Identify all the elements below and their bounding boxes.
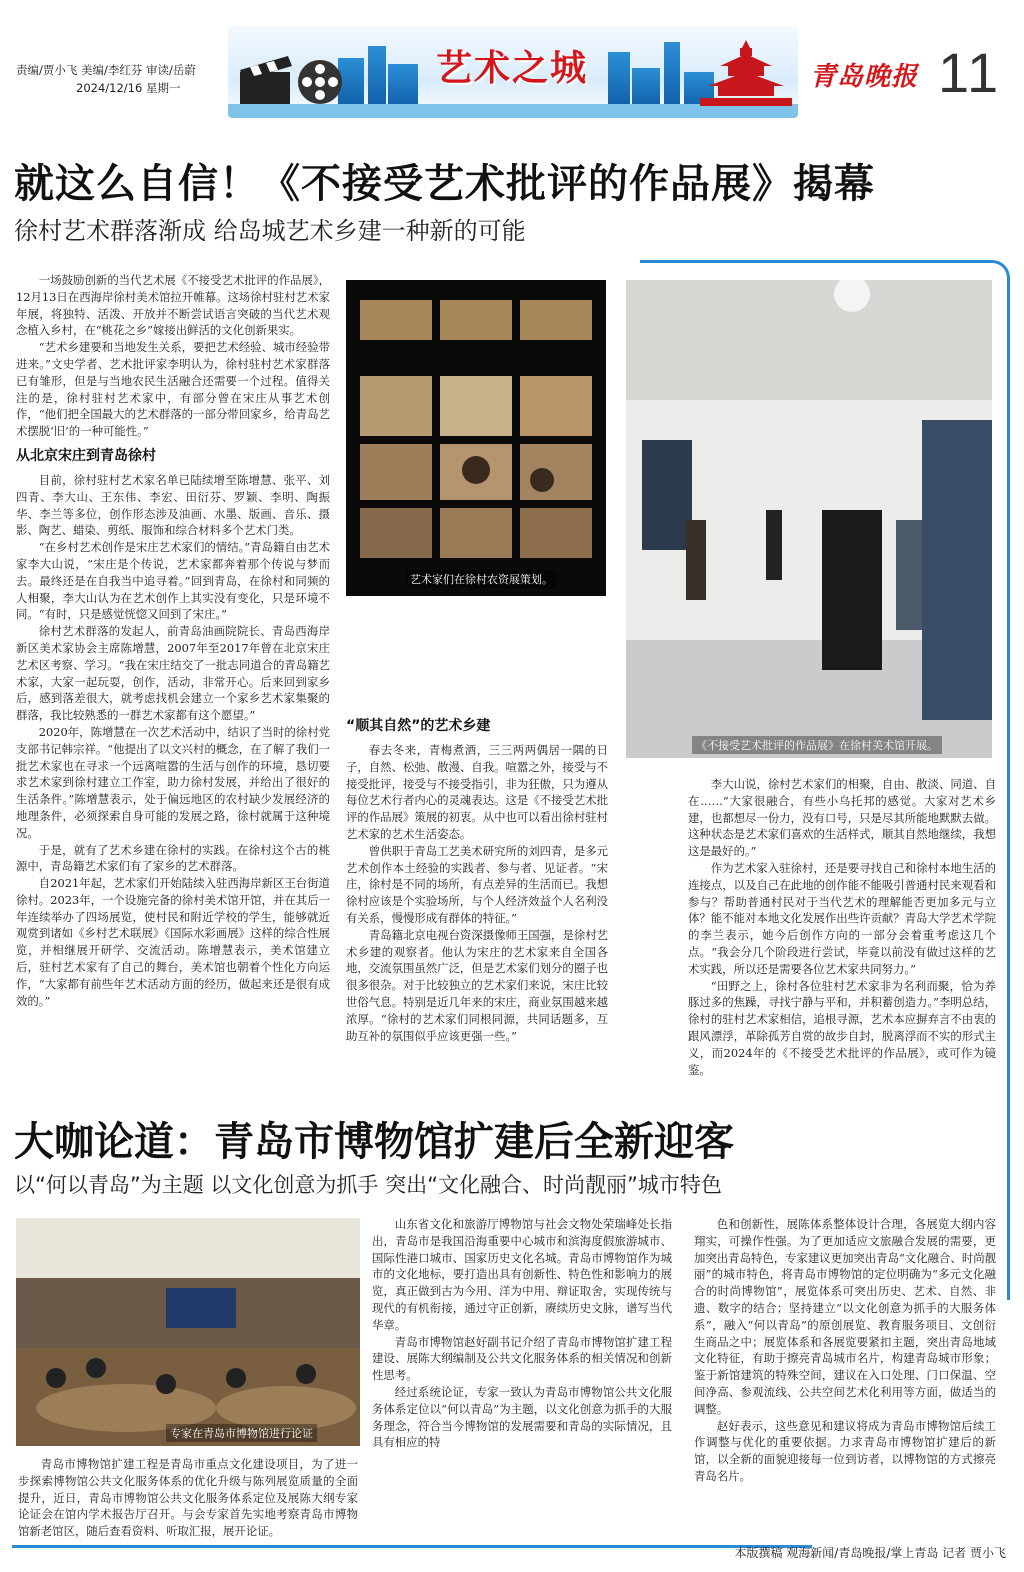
article2-column-3 (694, 1216, 996, 1542)
paragraph: 青岛市博物馆扩建工程是青岛市重点文化建设项目，为了进一步探索博物馆公共文化服务体系的优化升级与陈列展览质量的全面提升，近日，青岛市博物馆公共文化服务体系定位及展陈大纲专家论证会在馆内学术报告厅召开。与会专家首先实地考察青岛市博物馆新老馆区，随后查看资料、听取汇报，展开论证。 (18, 1457, 358, 1539)
article2-headline: 大咖论道：青岛市博物馆扩建后全新迎客 (14, 1119, 734, 1165)
article2-subheadline: 以“何以青岛”为主题 以文化创意为抓手 突出“文化融合、时尚靓丽”城市特色 (14, 1173, 722, 1197)
paragraph: 青岛籍北京电视台资深摄像师王国强，是徐村艺术乡建的观察者。他认为宋庄的艺术家来自全国各地，交流氛围虽然广泛，但是艺术家们划分的圈子也很多很杂。对于比较独立的艺术家们来说，宋庄比较世俗气息。特别是近几年来的宋庄，商业氛围越来越浓厚。“徐村的艺术家们同根同源，共同话题多，互助互补的氛围似乎应该更强一些。” (346, 927, 608, 1043)
bottom-rule (12, 1545, 812, 1548)
photo-caption: 专家在青岛市博物馆进行论证 (166, 1424, 317, 1442)
paragraph: 2020年，陈增慧在一次艺术活动中，结识了当时的徐村党支部书记韩宗祥。“他提出了以文兴村的概念，在了解了我们一批艺术家也在寻求一个远离喧嚣的生活与创作的环境，恳切要求艺术家到徐村建立工作室，助力徐村发展，并给出了很好的生活条件。”陈增慧表示，处于偏远地区的农村缺少发展经济的地理条件，必须探索自身可能的发展之路，徐村就属于这种境况。 (16, 724, 330, 840)
issue-date: 2024/12/16 星期一 (76, 81, 181, 95)
newspaper-brand: 青岛晚报 (810, 62, 919, 92)
photo-window-night (346, 280, 606, 596)
paragraph: 自2021年起，艺术家们开始陆续入驻西海岸新区王台街道徐村。2023年，一个设施完备的徐村美术馆开馆，并在其后一年连续举办了四场展览，使村民和附近学校的学生，能够就近观赏到诸如《乡村艺术联展》《国际水彩画展》这样的综合性展览，并相继展开研学、交流活动。陈增慧表示，美术馆建立后，驻村艺术家有了自己的舞台，美术馆也朝着个性化方向运作，“大家都有前些年艺术活动方面的经历，做起来还是很有成效的。” (16, 876, 330, 1008)
article2-column-1 (18, 1456, 358, 1540)
photo-caption: 艺术家们在徐村农资展策划。 (406, 570, 557, 588)
paragraph: 山东省文化和旅游厅博物馆与社会文物处荣瑞峰处长指出，青岛市是我国沿海重要中心城市和滨海度假旅游城市、国际性港口城市、国家历史文化名城。青岛市博物馆作为城市的文化地标，要打造出具有创新性、特色性和影响力的展览，真正做到古为今用、洋为中用、辩证取舍，实现传统与现代的有机衔接，通过守正创新，赓续历史文脉，谱写当代华章。 (372, 1217, 672, 1332)
paragraph: 青岛市博物馆赵好副书记介绍了青岛市博物馆扩建工程建设、展陈大纲编制及公共文化服务体系的相关情况和创新性思考。 (372, 1334, 672, 1383)
film-reel-icon (296, 58, 344, 106)
article1-subheadline: 徐村艺术群落渐成 给岛城艺术乡建一种新的可能 (14, 217, 526, 245)
paragraph: 春去冬来，青梅煮酒，三三两两偶居一隅的日子，自然、松弛、散漫、自我。喧嚣之外，接受与不接受批评，接受与不接受指引，非为狂傲，只为遵从每位艺术行者内心的灵魂表达。这是《不接受艺术批评的作品展》策展的初衷。从中也可以看出徐村驻村艺术家的艺术生活姿态。 (346, 743, 608, 841)
paragraph: “在乡村艺术创作是宋庄艺术家们的情结。”青岛籍自由艺术家李大山说，“宋庄是个传说，艺术家都奔着那个传说与梦而去。最终还是在自我当中追寻着。”回到青岛，在徐村和同频的人相聚，李大山认为在艺术创作上其实没有变化，只是环境不同。“有时，只是感觉恍惚又回到了宋庄。” (16, 540, 330, 622)
paragraph: 目前，徐村驻村艺术家名单已陆续增至陈增慧、张平、刘四青、李大山、王东伟、李宏、田衍芬、罗颖、李明、陶振华、李兰等多位，创作形态涉及油画、水墨、版画、音乐、摄影、陶艺、蜡染、剪纸、服饰和综合材料多个艺术门类。 (16, 472, 330, 538)
section-title: 艺术之城 (436, 47, 589, 89)
paragraph: 经过系统论证，专家一致认为青岛市博物馆公共文化服务体系定位以“何以青岛”为主题，以文化创意为抓手的大服务理念，符合当今博物馆的发展需要和青岛的实际情况，且具有相应的特 (372, 1384, 672, 1450)
paragraph: 赵好表示，这些意见和建议将成为青岛市博物馆后续工作调整与优化的重要依据。力求青岛市博物馆扩建后的新馆，以全新的面貌迎接每一位到访者，以博物馆的方式擦亮青岛名片。 (694, 1418, 996, 1483)
paragraph: 曾供职于青岛工艺美术研究所的刘四青，是多元艺术创作本土经验的实践者、参与者、见证者。“宋庄，徐村是不同的场所，有点差异的生活而已。我想徐村应该是个实验场所，与个人经济效益个人名利没有关系，慢慢形成有群体的特征。” (346, 843, 608, 925)
article2-column-2 (372, 1216, 672, 1542)
paragraph: “艺术乡建要和当地发生关系，要把艺术经验、城市经验带进来。”文史学者、艺术批评家李明认为，徐村驻村艺术家群落已有雏形，但是与当地农民生活融合还需要一个过程。值得关注的是，徐村驻村艺术家中，有部分曾在宋庄从事艺术创作，“他们把全国最大的艺术群落的一部分带回家乡，给青岛艺术摆脱‘旧’的一种可能性。” (16, 340, 330, 439)
page-footer-credit: 本版撰稿 观海新闻/青岛晚报/掌上青岛 记者 贾小飞 (734, 1546, 1006, 1560)
article1-headline: 就这么自信！《不接受艺术批评的作品展》揭幕 (14, 161, 875, 207)
zhanqiao-landmark-icon (700, 38, 792, 116)
photo-caption: 《不接受艺术批评的作品展》在徐村美术馆开展。 (692, 736, 942, 754)
paragraph: “田野之上，徐村各位驻村艺术家非为名利而聚，恰为养豚过多的焦躁，寻找宁静与平和，并积蓄创造力。”李明总结，徐村的驻村艺术家相信，追根寻源，艺术本应摒弃言不由衷的跟风漂浮，革除孤芳自赏的故步自封，脱离浮而不实的形式主义，而2024年的《不接受艺术批评的作品展》，或可作为镜鉴。 (688, 978, 996, 1077)
film-clapper-icon (236, 52, 296, 108)
editor-credits: 责编/贾小飞 美编/李红芬 审读/岳蔚 (16, 63, 196, 77)
paragraph: 色和创新性，展陈体系整体设计合理，各展览大纲内容翔实，可操作性强。为了更加适应文旅融合发展的需要，更加突出青岛特色，专家建议更加突出青岛“文化融合、时尚靓丽”的城市特色，将青岛市博物馆的定位明确为“多元文化融合的时尚博物馆”，展览体系可突出历史、艺术、自然、非遗、数字的结合；坚持建立“以文化创意为抓手的大服务体系”，融入“何以青岛”的原创展览、教育服务项目、文创衍生商品之中；展览体系和各展览要紧扣主题，突出青岛地域文化特征，有助于擦亮青岛城市名片，构建青岛城市形象；鉴于新馆建筑的特殊空间，建议在入口处理、门口保温、空间净高、参观流线、公共空间艺术化利用等方面，做适当的调整。 (694, 1217, 996, 1416)
paragraph: 于是，就有了艺术乡建在徐村的实践。在徐村这个古的桃源中，青岛籍艺术家们有了家乡的艺术群落。 (16, 842, 330, 874)
section-heading: 从北京宋庄到青岛徐村 (16, 447, 156, 464)
article1-column-2 (346, 604, 608, 1092)
photo-museum-meeting (16, 1218, 360, 1446)
paragraph: 一场鼓励创新的当代艺术展《不接受艺术批评的作品展》，12月13日在西海岸徐村美术馆拉开帷幕。这场徐村驻村艺术家年展，将独特、活泼、开放并不断尝试语言突破的当代艺术观念植入乡村，在“桃花之乡”嫁接出鲜活的文化创新果实。 (16, 273, 330, 338)
page-number: 11 (938, 41, 1001, 104)
section-heading: “顺其自然”的艺术乡建 (346, 718, 491, 734)
paragraph: 作为艺术家入驻徐村，还是要寻找自己和徐村本地生活的连接点，以及自己在此地的创作能不能吸引普通村民来观看和参与？帮助普通村民对于当代艺术的理解能否更加多元与立体？能不能对本地文化发展作出些许贡献？青岛大学艺术学院的李兰表示，她今后创作方向的一部分会着重考虑这几个点。“我会分几个阶段进行尝试，毕竟以前没有做过这样的艺术实践，所以还是需要各位艺术家共同努力。” (688, 860, 996, 976)
paragraph: 徐村艺术群落的发起人，前青岛油画院院长、青岛西海岸新区美术家协会主席陈增慧，2007年至2017年曾在北京宋庄艺术区考察、学习。“我在宋庄结交了一批志同道合的青岛籍艺术家，大家一起玩耍，创作，活动，非常开心。后来回到家乡后，感到落差很大，就考虑找机会建立一个家乡艺术家集聚的群落，我比较熟悉的一群艺术家都有这个愿望。” (16, 624, 330, 723)
article1-column-3 (688, 776, 996, 1092)
photo-gallery-opening (626, 280, 992, 758)
paragraph: 李大山说，徐村艺术家们的相聚，自由、散淡、同道、自在……“大家很融合，有些小乌托邦的感觉。大家对艺术乡建，也都想尽一份力，没有口号，只是尽其所能地默默去做。这种状态是艺术家们喜欢的生活样式，顺其自然地继续，我想这是最好的。” (688, 777, 996, 859)
article1-column-1 (16, 272, 330, 1092)
